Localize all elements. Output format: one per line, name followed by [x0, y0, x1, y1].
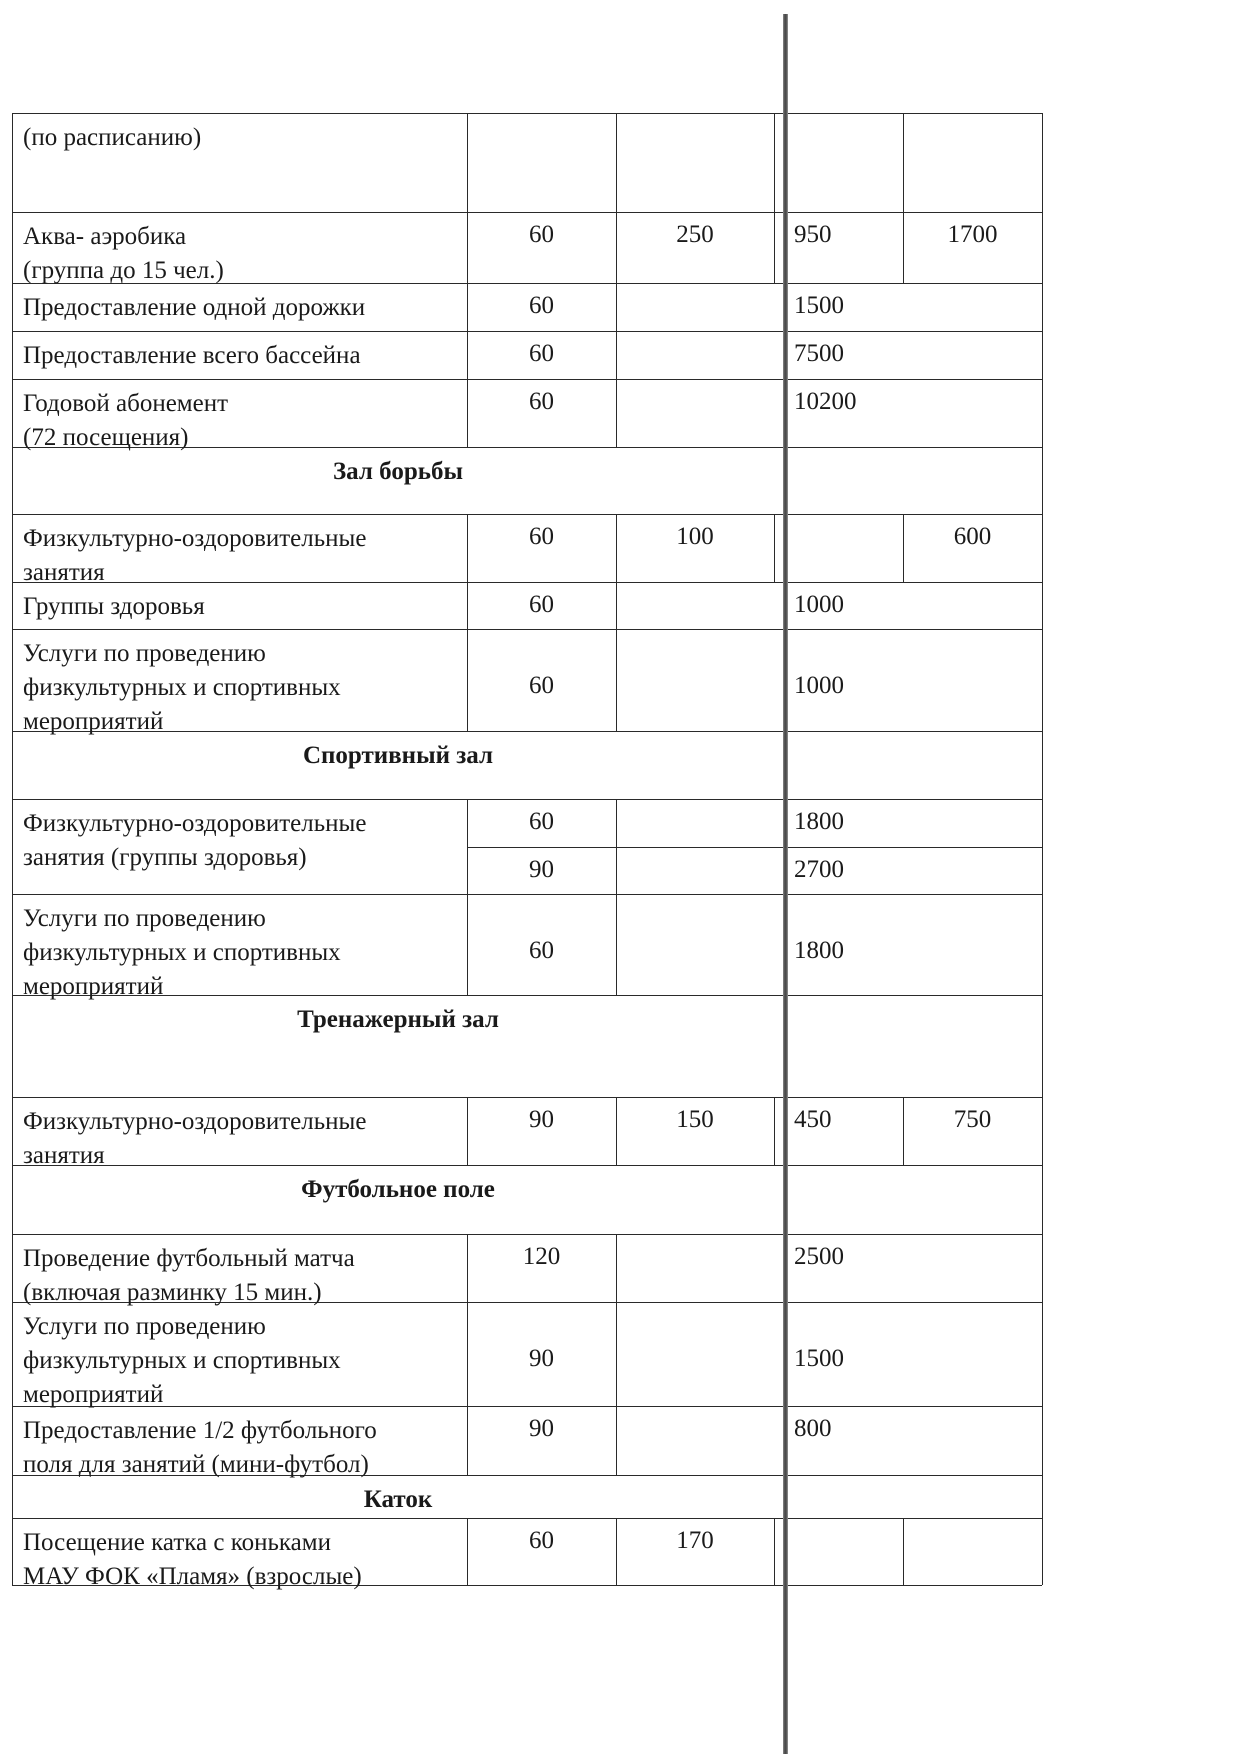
- row-divider: [12, 731, 1042, 732]
- service-name: Услуги по проведению: [23, 905, 266, 932]
- price-subscription-a: 2500: [794, 1243, 844, 1270]
- row-divider: [12, 1165, 1042, 1166]
- service-name: мероприятий: [23, 1381, 164, 1408]
- price-subscription-a: 1000: [794, 672, 844, 699]
- column-divider: [616, 113, 617, 212]
- service-name: физкультурных и спортивных: [23, 674, 341, 701]
- column-divider: [616, 799, 617, 847]
- duration-minutes: 60: [529, 591, 554, 618]
- service-name: Услуги по проведению: [23, 1313, 266, 1340]
- scan-fold-line: [783, 14, 788, 1754]
- table-border-top: [12, 113, 1042, 114]
- duration-minutes: 60: [529, 937, 554, 964]
- row-divider: [12, 1406, 1042, 1407]
- service-name: мероприятий: [23, 708, 164, 735]
- price-subscription-a: 10200: [794, 388, 857, 415]
- service-name: Предоставление 1/2 футбольного: [23, 1417, 377, 1444]
- service-name: Предоставление одной дорожки: [23, 294, 366, 321]
- price-subscription-a: 1500: [794, 292, 844, 319]
- service-name: Посещение катка с коньками: [23, 1529, 331, 1556]
- column-divider: [616, 629, 617, 731]
- duration-minutes: 120: [522, 1243, 561, 1270]
- column-divider: [467, 113, 468, 212]
- section-title: Тренажерный зал: [297, 1006, 499, 1033]
- duration-minutes: 90: [529, 1415, 554, 1442]
- price-subscription-a: 450: [794, 1106, 832, 1133]
- price-subscription-a: 1800: [794, 808, 844, 835]
- service-name: Годовой абонемент: [23, 390, 229, 417]
- row-divider: [12, 1097, 1042, 1098]
- table-border-left: [12, 113, 13, 1585]
- service-name: Услуги по проведению: [23, 640, 266, 667]
- row-divider: [12, 514, 1042, 515]
- column-divider: [616, 1234, 617, 1302]
- duration-minutes: 60: [529, 808, 554, 835]
- price-subscription-a: 7500: [794, 340, 844, 367]
- service-name: (группа до 15 чел.): [23, 257, 224, 284]
- price-subscription-a: 800: [794, 1415, 832, 1442]
- service-name: занятия: [23, 1142, 105, 1169]
- duration-minutes: 60: [529, 672, 554, 699]
- price-subscription-b: 600: [953, 523, 992, 550]
- row-divider: [12, 894, 1042, 895]
- price-single: 170: [676, 1527, 714, 1554]
- service-name: поля для занятий (мини-футбол): [23, 1451, 369, 1478]
- column-divider: [616, 847, 617, 894]
- service-name: Группы здоровья: [23, 593, 205, 620]
- service-name: физкультурных и спортивных: [23, 939, 341, 966]
- duration-minutes: 60: [529, 388, 554, 415]
- duration-minutes: 90: [529, 1106, 554, 1133]
- price-single: 250: [676, 221, 714, 248]
- service-name: Предоставление всего бассейна: [23, 342, 361, 369]
- section-title: Каток: [363, 1486, 433, 1513]
- service-name: мероприятий: [23, 973, 164, 1000]
- row-divider: [12, 582, 1042, 583]
- price-single: 100: [676, 523, 714, 550]
- row-divider: [12, 995, 1042, 996]
- service-name: (72 посещения): [23, 424, 189, 451]
- duration-minutes: 90: [529, 1345, 554, 1372]
- column-divider: [774, 1518, 775, 1585]
- column-divider: [616, 1406, 617, 1475]
- service-name: (по расписанию): [23, 124, 202, 151]
- price-single: 150: [676, 1106, 714, 1133]
- column-divider: [616, 582, 617, 629]
- row-divider: [12, 379, 1042, 380]
- column-divider: [616, 894, 617, 995]
- row-divider: [12, 1518, 1042, 1519]
- section-title: Футбольное поле: [301, 1176, 495, 1203]
- price-subscription-a: 1000: [794, 591, 844, 618]
- service-name: МАУ ФОК «Пламя» (взрослые): [23, 1563, 362, 1590]
- duration-minutes: 60: [529, 221, 554, 248]
- price-subscription-a: 1500: [794, 1345, 844, 1372]
- row-divider: [12, 212, 1042, 213]
- price-subscription-a: 950: [794, 221, 832, 248]
- duration-minutes: 60: [529, 340, 554, 367]
- duration-minutes: 60: [529, 292, 554, 319]
- column-divider: [774, 514, 775, 582]
- price-subscription-a: 1800: [794, 937, 844, 964]
- service-name: занятия (группы здоровья): [23, 844, 307, 871]
- column-divider: [903, 1518, 904, 1585]
- service-name: Физкультурно-оздоровительные: [23, 1108, 367, 1135]
- column-divider: [903, 113, 904, 212]
- service-name: Аква- аэробика: [23, 223, 187, 250]
- row-divider: [467, 847, 1042, 848]
- service-name: Физкультурно-оздоровительные: [23, 810, 367, 837]
- service-name: Физкультурно-оздоровительные: [23, 525, 367, 552]
- price-subscription-b: 1700: [947, 221, 998, 248]
- service-name: (включая разминку 15 мин.): [23, 1279, 322, 1306]
- column-divider: [774, 113, 775, 212]
- price-subscription-b: 750: [953, 1106, 992, 1133]
- service-name: Проведение футбольный матча: [23, 1245, 355, 1272]
- column-divider: [774, 212, 775, 283]
- row-divider: [12, 799, 1042, 800]
- section-title: Зал борьбы: [332, 458, 463, 485]
- row-divider: [12, 331, 1042, 332]
- column-divider: [616, 331, 617, 379]
- column-divider: [616, 283, 617, 331]
- service-name: физкультурных и спортивных: [23, 1347, 341, 1374]
- row-divider: [12, 1234, 1042, 1235]
- row-divider: [12, 629, 1042, 630]
- column-divider: [616, 1302, 617, 1406]
- table-border-right: [1042, 113, 1043, 1585]
- service-name: занятия: [23, 559, 105, 586]
- duration-minutes: 60: [529, 1527, 554, 1554]
- price-subscription-a: 2700: [794, 856, 844, 883]
- column-divider: [774, 1097, 775, 1165]
- duration-minutes: 60: [529, 523, 554, 550]
- column-divider: [616, 379, 617, 447]
- section-title: Спортивный зал: [302, 742, 494, 769]
- duration-minutes: 90: [529, 856, 554, 883]
